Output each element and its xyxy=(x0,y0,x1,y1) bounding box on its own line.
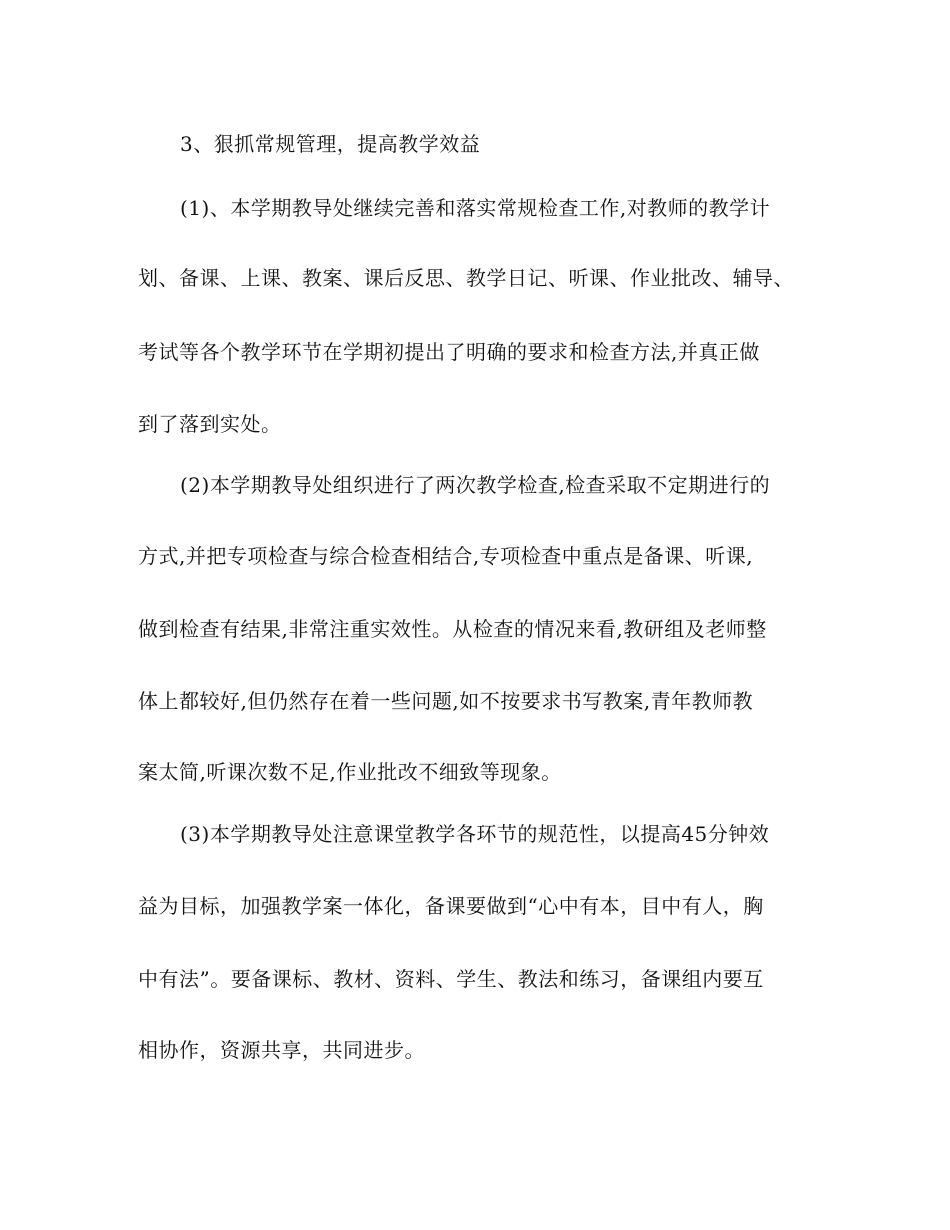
paragraph-1-line-3: 考试等各个教学环节在学期初提出了明确的要求和检查方法,并真正做 xyxy=(138,340,760,364)
paragraph-3-line-1: (3)本学期教导处注意课堂教学各环节的规范性，以提高45分钟效 xyxy=(180,822,770,846)
paragraph-2-line-1: (2)本学期教导处组织进行了两次教学检查,检查采取不定期进行的 xyxy=(180,473,771,497)
paragraph-2-line-3: 做到检查有结果,非常注重实效性。从检查的情况来看,教研组及老师整 xyxy=(138,617,767,641)
paragraph-2-line-4: 体上都较好,但仍然存在着一些问题,如不按要求书写教案,青年教师教 xyxy=(138,689,754,713)
paragraph-1-line-2: 划、备课、上课、教案、课后反思、教学日记、听课、作业批改、辅导、 xyxy=(138,266,794,290)
paragraph-2-line-2: 方式,并把专项检查与综合检查相结合,专项检查中重点是备课、听课, xyxy=(138,544,754,568)
paragraph-1-line-1: (1)、本学期教导处继续完善和落实常规检查工作,对教师的教学计 xyxy=(180,196,771,220)
paragraph-3-line-3: 中有法”。要备课标、教材、资料、学生、教法和练习，备课组内要互 xyxy=(138,967,764,991)
paragraph-3-line-4: 相协作，资源共享，共同进步。 xyxy=(138,1038,425,1062)
paragraph-1-line-4: 到了落到实处。 xyxy=(138,412,282,436)
paragraph-3-line-2: 益为目标，加强教学案一体化，备课要做到“心中有本，目中有人，胸 xyxy=(138,894,764,918)
section-heading: 3、狠抓常规管理，提高教学效益 xyxy=(180,132,481,156)
paragraph-2-line-5: 案太简,听课次数不足,作业批改不细致等现象。 xyxy=(138,760,562,784)
